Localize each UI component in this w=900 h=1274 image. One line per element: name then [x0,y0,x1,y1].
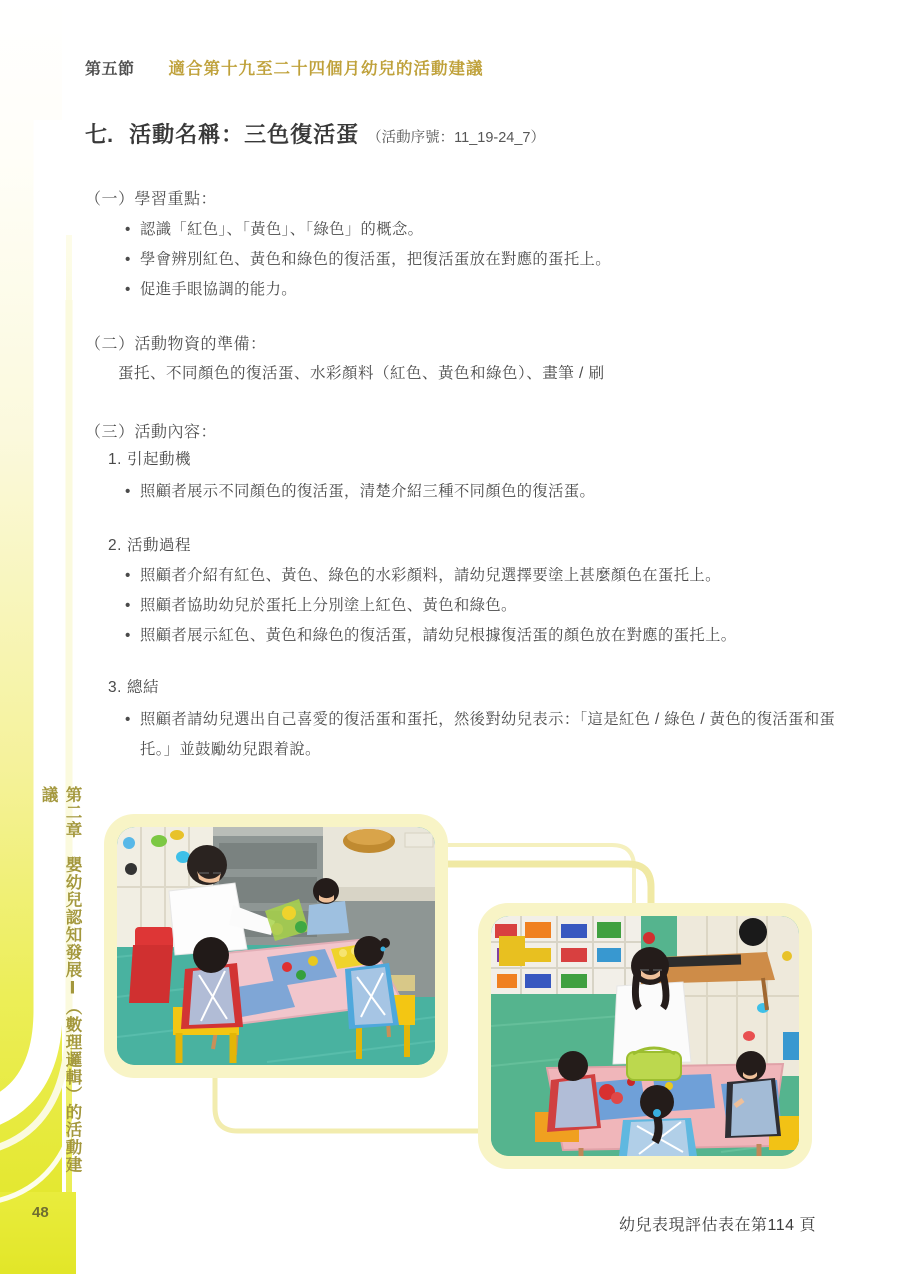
list-item: • 照顧者請幼兒選出自己喜愛的復活蛋和蛋托，然後對幼兒表示：「這是紅色 / 綠色 / 黃色的復活蛋和蛋托。」並鼓勵幼兒跟着說。 [125,705,837,765]
activity-name: 活動名稱：三色復活蛋 [129,122,360,147]
page-number: 48 [32,1204,49,1221]
activity-photo-2 [491,916,799,1156]
activity-photo-1-frame [104,814,448,1078]
activity-number: 七. [85,122,114,147]
activity-serial: （活動序號：11_19-24_7） [367,130,545,146]
list-item: • 照顧者介紹有紅色、黃色、綠色的水彩顏料，請幼兒選擇要塗上甚麼顏色在蛋托上。 [125,561,855,591]
sidebar-chapter-title: 第二章 嬰幼兒認知發展Ⅰ（數理邏輯）的活動建議 [39,786,81,1174]
activity-content-label: （三）活動內容： [85,424,218,441]
materials-body: 蛋托、不同顏色的復活蛋、水彩顏料（紅色、黃色和綠色）、畫筆 / 刷 [118,365,605,382]
step-number: 1. [108,451,122,468]
list-item: • 照顧者協助幼兒於蛋托上分別塗上紅色、黃色和綠色。 [125,591,855,621]
wall-cabinets [677,916,799,1076]
section-title: 適合第十九至二十四個月幼兒的活動建議 [168,60,484,78]
step-number: 2. [108,537,122,554]
classroom-scene-1 [117,827,435,1065]
list-item: • 認識「紅色」、「黃色」、「綠色」的概念。 [125,215,855,245]
list-item: • 學會辨別紅色、黃色和綠色的復活蛋，把復活蛋放在對應的蛋托上。 [125,245,855,275]
step-name: 引起動機 [126,451,191,468]
classroom-scene-2 [491,916,799,1156]
list-item: • 照顧者展示紅色、黃色和綠色的復活蛋，請幼兒根據復活蛋的顏色放在對應的蛋托上。 [125,621,855,651]
step-name: 總結 [126,679,159,696]
footer-note: 幼兒表現評估表在第114 頁 [619,1217,816,1234]
materials-label: （二）活動物資的準備： [85,336,267,353]
section-number: 第五節 [85,61,135,78]
step-number: 3. [108,679,122,696]
learning-points-label: （一）學習重點： [85,191,218,208]
activity-photo-1 [117,827,435,1065]
red-chair [129,927,173,1003]
activity-photo-2-frame [478,903,812,1169]
list-item: • 促進手眼協調的能力。 [125,275,855,305]
list-item: • 照顧者展示不同顏色的復活蛋，清楚介紹三種不同顏色的復活蛋。 [125,477,855,507]
step-name: 活動過程 [126,537,191,554]
